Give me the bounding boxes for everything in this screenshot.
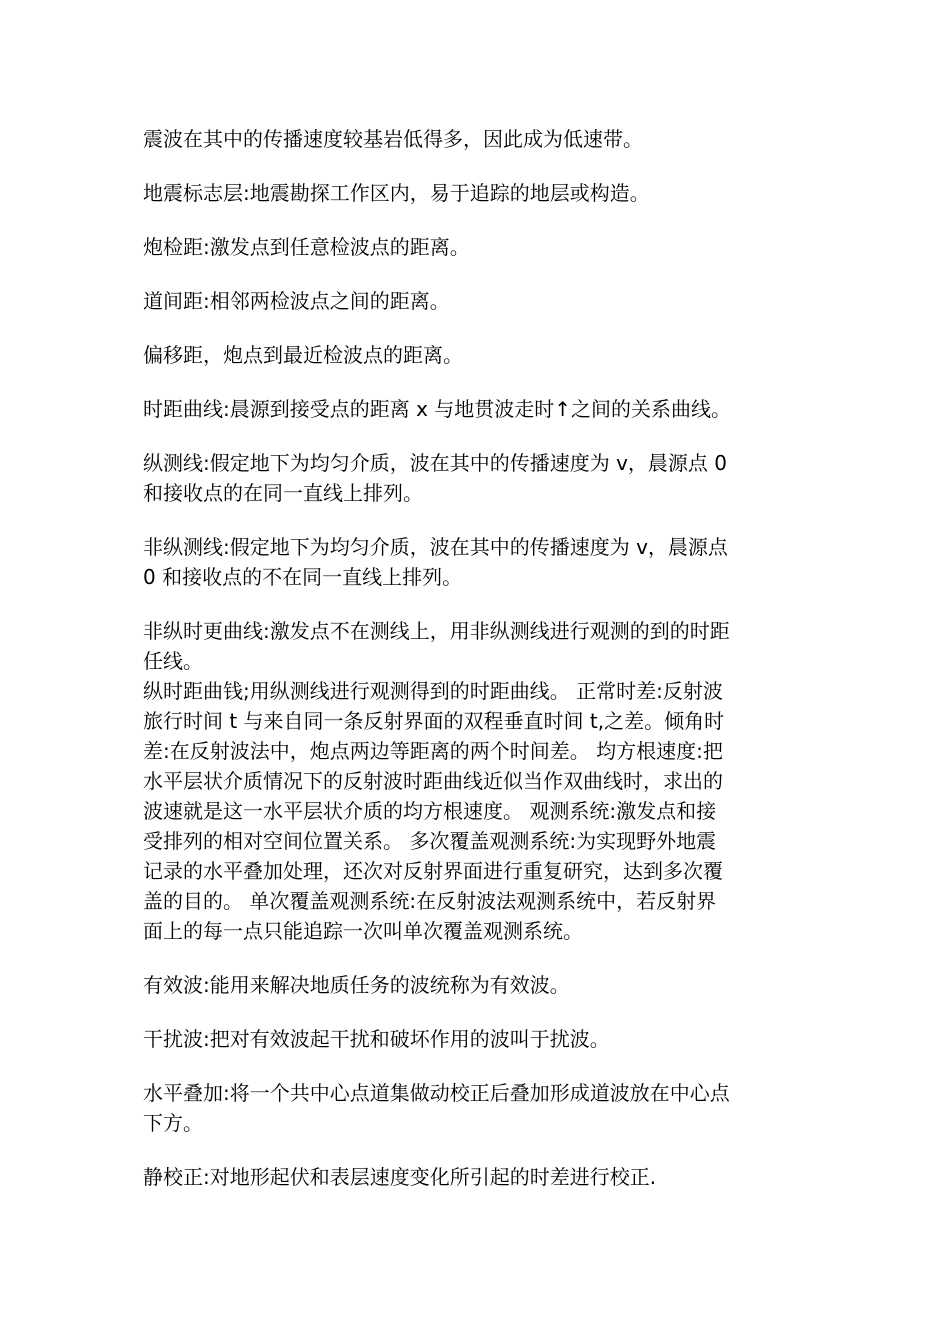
text-line: 差:在反射波法中，炮点两边等距离的两个时间差。 均方根速度:把: [143, 739, 723, 763]
text-line: 震波在其中的传播速度较基岩低得多，因此成为低速带。: [143, 127, 643, 151]
text-line: 和接收点的在同一直线上排列。: [143, 481, 423, 505]
text-line: 时距曲线:晨源到接受点的距离 x 与地贯波走时↑之间的关系曲线。: [143, 397, 732, 421]
paragraph: [143, 616, 815, 676]
text-line: 非纵测线:假定地下为均匀介质，波在其中的传播速度为 v，晨源点: [143, 535, 728, 559]
text-line: 盖的目的。 单次覆盖观测系统:在反射波法观测系统中，若反射界: [143, 889, 717, 913]
text-line: 有效波:能用来解决地质任务的波统称为有效波。: [143, 973, 570, 997]
paragraph: [143, 1162, 815, 1192]
paragraph: [143, 676, 815, 946]
text-line: 炮检距:激发点到任意检波点的距离。: [143, 235, 470, 259]
paragraph: [143, 1078, 815, 1138]
text-line: 干扰波:把对有效波起干扰和破坏作用的波叫于扰波。: [143, 1027, 610, 1051]
text-line: 纵时距曲钱;用纵测线进行观测得到的时距曲线。 正常时差:反射波: [143, 679, 723, 703]
text-line: 0 和接收点的不在同一直线上排列。: [143, 565, 463, 589]
paragraph: [143, 532, 815, 592]
text-line: 受排列的相对空间位置关系。 多次覆盖观测系统:为实现野外地震: [143, 829, 717, 853]
text-line: 非纵时更曲线:激发点不在测线上，用非纵测线进行观测的到的时距: [143, 619, 730, 643]
text-line: 旅行时间 t 与来自同一条反射界面的双程垂直时间 t,之差。倾角时: [143, 709, 725, 733]
paragraph: [143, 232, 815, 262]
text-line: 道间距:相邻两检波点之间的距离。: [143, 289, 450, 313]
paragraph: [143, 394, 815, 424]
text-line: 记录的水平叠加处理，还次对反射界面进行重复研究，达到多次覆: [143, 859, 723, 883]
paragraph: [143, 970, 815, 1000]
text-line: 水平叠加:将一个共中心点道集做动校正后叠加形成道波放在中心点: [143, 1081, 730, 1105]
text-line: 静校正:对地形起伏和表层速度变化所引起的时差进行校正.: [143, 1165, 657, 1189]
paragraph: [143, 448, 815, 508]
text-line: 任线。: [143, 649, 203, 673]
text-line: 面上的每一点只能追踪一次叫单次覆盖观测系统。: [143, 919, 583, 943]
paragraph: [143, 1024, 815, 1054]
text-line: 纵测线:假定地下为均匀介质，波在其中的传播速度为 v，晨源点 0: [143, 451, 728, 475]
text-line: 地震标志层:地震勘探工作区内，易于追踪的地层或构造。: [143, 181, 650, 205]
text-line: 水平层状介质情况下的反射波时距曲线近似当作双曲线时，求出的: [143, 769, 723, 793]
text-line: 偏移距，炮点到最近检波点的距离。: [143, 343, 463, 367]
text-line: 波速就是这一水平层状介质的均方根速度。 观测系统:激发点和接: [143, 799, 717, 823]
paragraph: [143, 124, 815, 154]
text-line: 下方。: [143, 1111, 203, 1135]
paragraph: [143, 340, 815, 370]
paragraph: [143, 286, 815, 316]
document-page: [143, 124, 815, 1216]
paragraph: [143, 178, 815, 208]
